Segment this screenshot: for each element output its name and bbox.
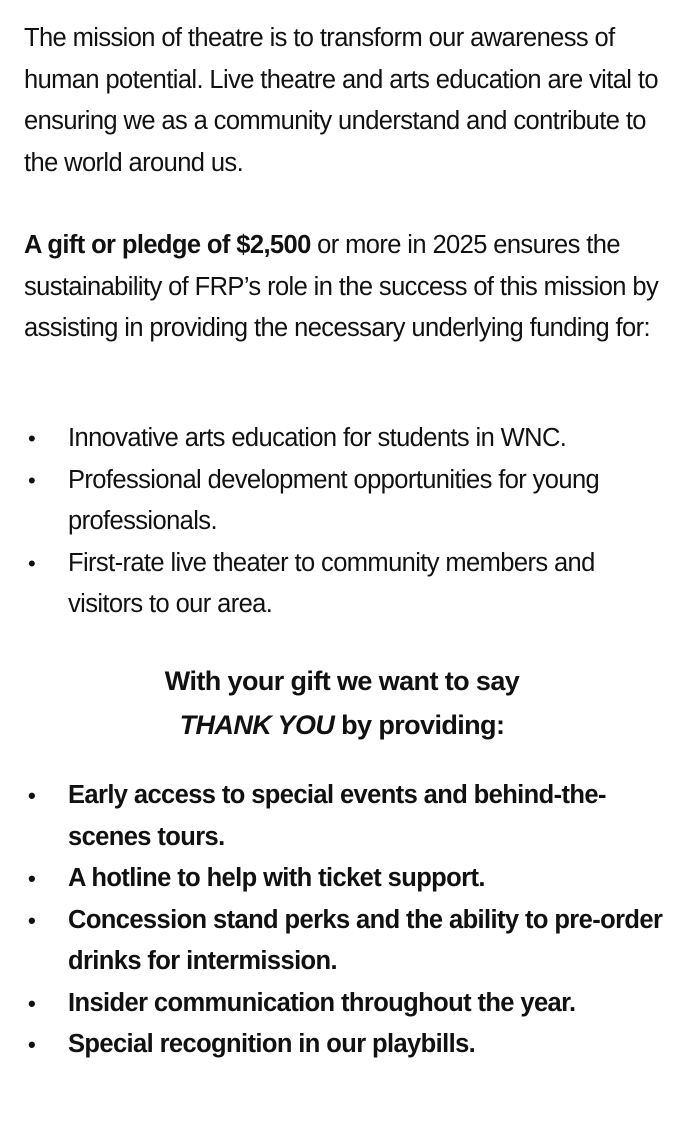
bullet-icon: • (28, 783, 36, 808)
list-item (24, 543, 664, 626)
funding-item-text: First-rate live theater to community members and visitors to our area. (68, 548, 595, 618)
list-item (24, 983, 664, 1025)
benefit-item-text: A hotline to help with ticket support. (68, 864, 485, 892)
thank-you-line-1: With your gift we want to say (164, 666, 520, 696)
funding-item-text: Professional development opportunities for young professionals. (68, 465, 600, 535)
list-item (24, 418, 664, 460)
bullet-icon: • (28, 990, 36, 1016)
funding-item-text: Innovative arts education for students in WNC. (68, 424, 567, 452)
gift-paragraph-rest: or more in 2025 ensures the sustainability of FRP’s role in the success of this mission by assisting in providing the necessary underlying funding for: (24, 231, 659, 342)
benefit-item-text: Insider communication throughout the year. (68, 988, 576, 1017)
thank-you-emphasis: THANK YOU (179, 710, 335, 740)
bullet-icon: • (28, 550, 36, 576)
list-item (24, 460, 664, 543)
mission-statement: The mission of theatre is to transform our awareness of human potential. Live theatre and arts education are vital to ensuring we as a community understand and contribute to the world around us. (24, 24, 658, 177)
list-item (24, 1024, 664, 1066)
bullet-icon: • (28, 426, 36, 451)
list-item (24, 858, 664, 900)
benefit-item-text: Special recognition in our playbills. (68, 1030, 476, 1058)
bullet-icon: • (28, 467, 36, 493)
funding-list (24, 418, 664, 626)
bullet-icon: • (28, 866, 36, 891)
benefit-item-text: Concession stand perks and the ability to pre-order drinks for intermission. (68, 905, 663, 975)
thank-you-heading (0, 659, 684, 747)
benefit-item-text: Early access to special events and behind-the-scenes tours. (68, 781, 606, 851)
thank-you-line-2 (0, 703, 684, 747)
bullet-icon: • (28, 907, 36, 933)
thank-you-line-2-rest: by providing: (334, 710, 505, 740)
list-item (24, 775, 664, 858)
gift-amount-lead: A gift or pledge of $2,500 (24, 231, 311, 259)
benefits-list (24, 775, 664, 1066)
gift-paragraph (24, 225, 664, 350)
bullet-icon: • (28, 1032, 36, 1057)
list-item (24, 900, 664, 983)
